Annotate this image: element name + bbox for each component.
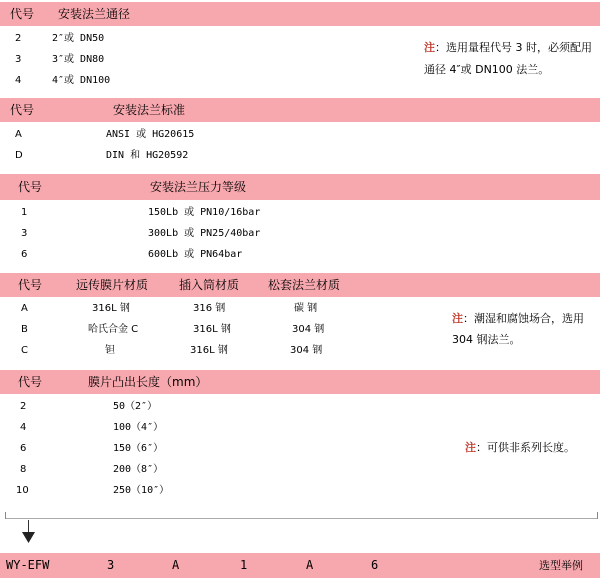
table-cell: D [15,150,23,161]
example-cell: 1 [240,558,248,572]
table-cell: 6 [21,249,28,260]
table-cell: A [21,303,28,314]
section4-header [0,273,600,297]
col-code-header: 代号 [10,7,35,21]
down-arrow-icon [22,532,35,543]
note-label: 注 [465,441,476,454]
table-cell: 600Lb 或 PN64bar [148,249,243,260]
table-cell: 8 [20,464,27,475]
example-cell: WY-EFW [6,558,50,572]
divider-line [5,518,598,519]
table-cell: 200（8″） [113,464,164,475]
col-pressure-rating-header: 安装法兰压力等级 [150,180,247,194]
table-cell: 2 [15,33,22,44]
table-cell: 哈氏合金 C [88,324,139,335]
note-text: ：潮湿和腐蚀场合，选用 [463,312,584,325]
section2-header [0,98,600,122]
col-diaphragm-extension-header: 膜片凸出长度（mm） [88,375,208,389]
table-cell: 100（4″） [113,422,164,433]
table-cell: 2 [20,401,27,412]
table-cell: 6 [20,443,27,454]
note-label: 注 [452,312,463,325]
example-cell: 6 [371,558,379,572]
table-cell: 300Lb 或 PN25/40bar [148,228,261,239]
table-cell: 50（2″） [113,401,158,412]
example-cell: 3 [107,558,115,572]
table-cell: 304 钢 [292,324,325,335]
table-cell: 4 [20,422,27,433]
col-diaphragm-material-header: 远传膜片材质 [76,278,149,292]
table-cell: 2″或 DN50 [52,33,105,44]
col-insert-tube-material-header: 插入筒材质 [179,278,240,292]
col-flange-size-header: 安装法兰通径 [58,7,131,21]
table-cell: A [15,129,22,140]
example-cell: A [306,558,314,572]
example-cell: A [172,558,180,572]
table-cell: 4″或 DN100 [52,75,111,86]
section5-note [465,438,575,458]
table-cell: 316L 钢 [193,324,231,335]
table-cell: 150Lb 或 PN10/16bar [148,207,261,218]
table-cell: 150（6″） [113,443,164,454]
section1-note [424,38,592,58]
table-cell: 3 [15,54,22,65]
table-cell: 316 钢 [193,303,226,314]
col-code-header: 代号 [18,375,43,389]
divider-tick [5,512,6,519]
section4-note [452,309,584,329]
table-cell: 4 [15,75,22,86]
col-flange-standard-header: 安装法兰标准 [113,103,186,117]
example-label: 选型举例 [539,559,583,572]
section4-note-line2: 304 钢法兰。 [452,333,521,346]
col-code-header: 代号 [10,103,35,117]
table-cell: 3″或 DN80 [52,54,105,65]
divider-tick [597,512,598,519]
table-cell: DIN 和 HG20592 [106,150,189,161]
section3-header [0,174,600,200]
table-cell: 碳 钢 [294,303,318,314]
col-code-header: 代号 [18,180,43,194]
table-cell: C [21,345,28,356]
example-row [0,553,600,578]
note-text: ：可供非系列长度。 [476,441,575,454]
table-cell: 316L 钢 [190,345,228,356]
section1-note-line2: 通径 4″或 DN100 法兰。 [424,63,550,76]
table-cell: 250（10″） [113,485,170,496]
table-cell: 304 钢 [290,345,323,356]
col-code-header: 代号 [18,278,43,292]
note-label: 注 [424,41,435,54]
table-cell: 3 [21,228,28,239]
table-cell: 1 [21,207,28,218]
table-cell: 钽 [105,345,115,356]
table-cell: 10 [16,485,29,496]
table-cell: 316L 钢 [92,303,130,314]
table-cell: B [21,324,28,335]
table-cell: ANSI 或 HG20615 [106,129,195,140]
col-loose-flange-material-header: 松套法兰材质 [268,278,341,292]
section1-header [0,2,600,26]
section5-header [0,370,600,394]
note-text: ：选用量程代号 3 时，必须配用 [435,41,592,54]
